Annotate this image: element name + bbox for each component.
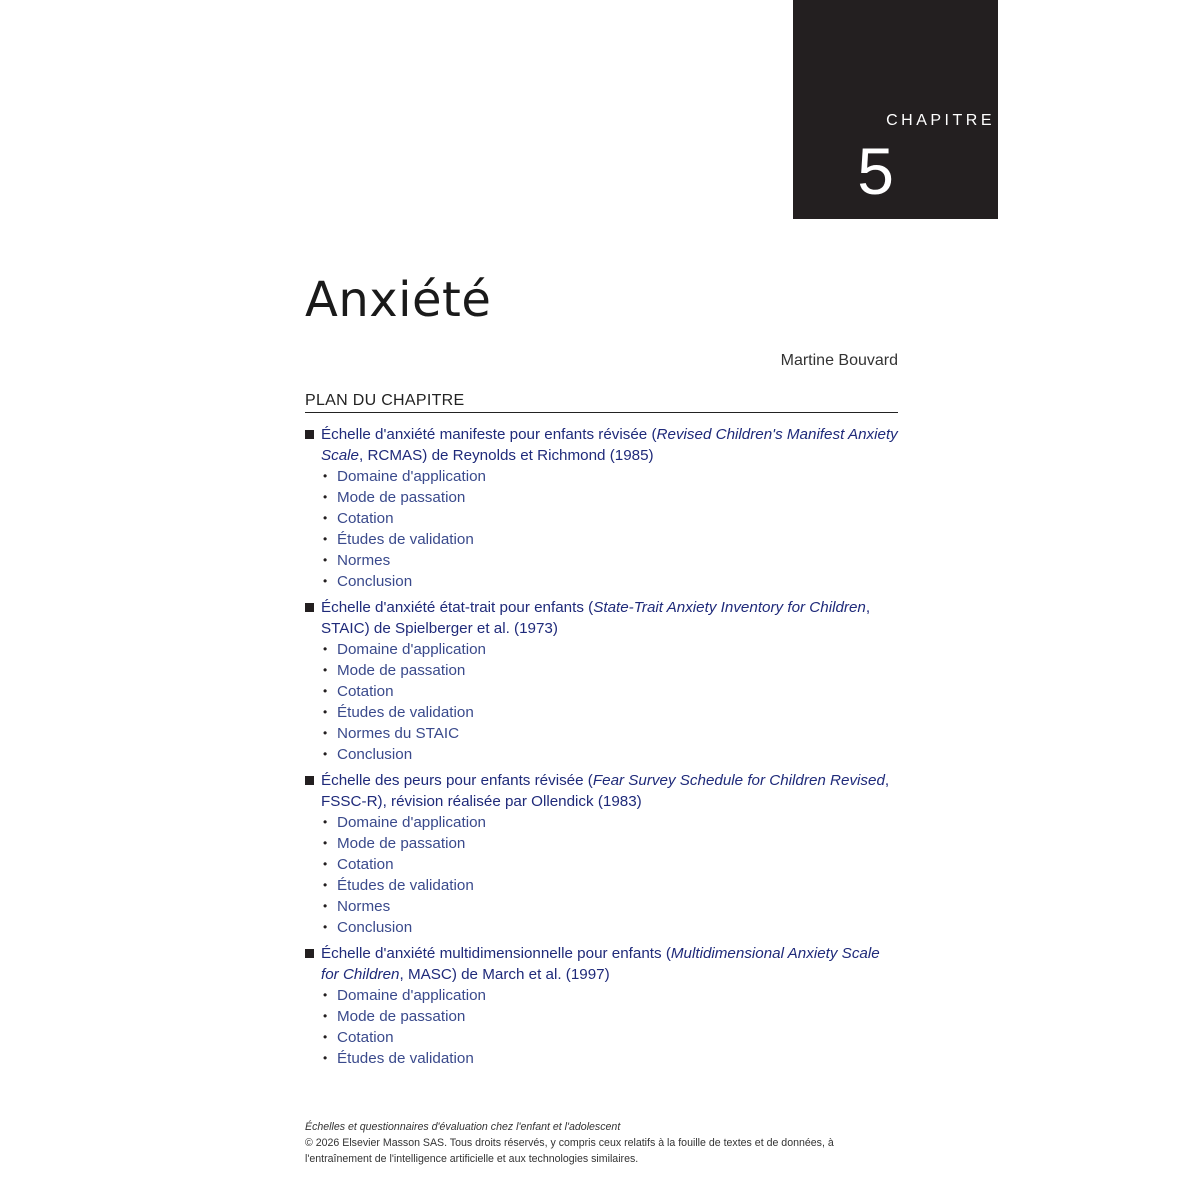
subsection-label: Normes [337, 552, 391, 569]
section-title-end: , MASC) de March et al. (1997) [399, 966, 610, 983]
toc-subsection-link[interactable] [321, 744, 898, 765]
subsection-label: Études de validation [337, 877, 474, 894]
section-title-italic: State-Trait Anxiety Inventory for Children [593, 599, 866, 616]
toc-section [305, 770, 898, 938]
toc-subsection-link[interactable] [321, 571, 898, 592]
subsection-label: Domaine d'application [337, 987, 486, 1004]
toc-section-link[interactable] [305, 424, 898, 466]
toc-subsection-link[interactable] [321, 917, 898, 938]
toc-section [305, 424, 898, 592]
dot-bullet-icon: • [323, 878, 328, 892]
dot-bullet-icon: • [323, 684, 328, 698]
section-title-start: Échelle d'anxiété état-trait pour enfants ( [321, 599, 594, 616]
section-title-start: Échelle des peurs pour enfants révisée ( [321, 772, 593, 789]
subsection-label: Mode de passation [337, 662, 466, 679]
dot-bullet-icon: • [323, 747, 328, 761]
section-title-italic: Multidimensional Anxiety Scale for Children [321, 945, 880, 983]
toc-subsection-link[interactable] [321, 875, 898, 896]
subsection-label: Cotation [337, 510, 394, 527]
section-title-start: Échelle d'anxiété manifeste pour enfants révisée ( [321, 426, 657, 443]
subsection-label: Conclusion [337, 919, 413, 936]
subsection-label: Domaine d'application [337, 814, 486, 831]
section-title-start: Échelle d'anxiété multidimensionnelle pour enfants ( [321, 945, 671, 962]
subsection-label: Normes [337, 898, 391, 915]
dot-bullet-icon: • [323, 469, 328, 483]
section-title-end: , FSSC-R), révision réalisée par Ollendick (1983) [321, 772, 890, 810]
dot-bullet-icon: • [323, 726, 328, 740]
subsection-label: Conclusion [337, 573, 413, 590]
subsection-label: Mode de passation [337, 1008, 466, 1025]
dot-bullet-icon: • [323, 532, 328, 546]
subsection-label: Cotation [337, 856, 394, 873]
dot-bullet-icon: • [323, 920, 328, 934]
dot-bullet-icon: • [323, 663, 328, 677]
toc-subsection-list [305, 812, 898, 938]
toc-subsection-link[interactable] [321, 466, 898, 487]
toc-subsection-link[interactable] [321, 985, 898, 1006]
toc-subsection-link[interactable] [321, 702, 898, 723]
copyright-notice: © 2026 Elsevier Masson SAS. Tous droits réservés, y compris ceux relatifs à la fouille de textes et de données, à l'entraînement de l'intelligence artificielle et aux technologies similaires. [305, 1137, 834, 1165]
toc-subsection-link[interactable] [321, 639, 898, 660]
subsection-label: Mode de passation [337, 489, 466, 506]
toc-subsection-link[interactable] [321, 723, 898, 744]
toc-subsection-link[interactable] [321, 550, 898, 571]
chapter-number: 5 [857, 134, 894, 208]
section-title-end: , RCMAS) de Reynolds et Richmond (1985) [359, 447, 654, 464]
square-bullet-icon [305, 776, 314, 785]
toc-subsection-list [305, 985, 898, 1069]
toc-section-link[interactable] [305, 943, 898, 985]
toc-subsection-link[interactable] [321, 681, 898, 702]
toc-subsection-link[interactable] [321, 1048, 898, 1069]
subsection-label: Conclusion [337, 746, 413, 763]
section-title-end: , STAIC) de Spielberger et al. (1973) [321, 599, 871, 637]
toc-subsection-list [305, 466, 898, 592]
subsection-label: Études de validation [337, 531, 474, 548]
toc-subsection-link[interactable] [321, 896, 898, 917]
subsection-label: Cotation [337, 683, 394, 700]
toc-section [305, 597, 898, 765]
table-of-contents [305, 424, 898, 1074]
dot-bullet-icon: • [323, 490, 328, 504]
dot-bullet-icon: • [323, 1030, 328, 1044]
subsection-label: Normes du STAIC [337, 725, 460, 742]
dot-bullet-icon: • [323, 642, 328, 656]
dot-bullet-icon: • [323, 705, 328, 719]
chapter-label: CHAPITRE [886, 112, 995, 129]
subsection-label: Cotation [337, 1029, 394, 1046]
square-bullet-icon [305, 603, 314, 612]
toc-subsection-link[interactable] [321, 833, 898, 854]
page-title: Anxiété [305, 272, 492, 328]
page-footer [305, 1119, 865, 1167]
section-title-italic: Fear Survey Schedule for Children Revised [592, 772, 885, 789]
subsection-label: Études de validation [337, 704, 474, 721]
book-title: Échelles et questionnaires d'évaluation chez l'enfant et l'adolescent [305, 1121, 621, 1133]
dot-bullet-icon: • [323, 815, 328, 829]
toc-subsection-link[interactable] [321, 508, 898, 529]
author: Martine Bouvard [780, 352, 898, 369]
subsection-label: Domaine d'application [337, 468, 486, 485]
square-bullet-icon [305, 949, 314, 958]
subsection-label: Domaine d'application [337, 641, 486, 658]
toc-subsection-link[interactable] [321, 529, 898, 550]
subsection-label: Mode de passation [337, 835, 466, 852]
toc-subsection-link[interactable] [321, 1006, 898, 1027]
toc-subsection-link[interactable] [321, 660, 898, 681]
dot-bullet-icon: • [323, 899, 328, 913]
toc-section [305, 943, 898, 1069]
toc-subsection-link[interactable] [321, 854, 898, 875]
square-bullet-icon [305, 430, 314, 439]
dot-bullet-icon: • [323, 857, 328, 871]
plan-heading: PLAN DU CHAPITRE [305, 392, 898, 413]
subsection-label: Études de validation [337, 1050, 474, 1067]
dot-bullet-icon: • [323, 511, 328, 525]
toc-section-link[interactable] [305, 770, 898, 812]
toc-subsection-link[interactable] [321, 812, 898, 833]
dot-bullet-icon: • [323, 1051, 328, 1065]
dot-bullet-icon: • [323, 988, 328, 1002]
dot-bullet-icon: • [323, 836, 328, 850]
toc-subsection-link[interactable] [321, 487, 898, 508]
dot-bullet-icon: • [323, 1009, 328, 1023]
toc-subsection-link[interactable] [321, 1027, 898, 1048]
toc-subsection-list [305, 639, 898, 765]
dot-bullet-icon: • [323, 574, 328, 588]
dot-bullet-icon: • [323, 553, 328, 567]
section-title-italic: Revised Children's Manifest Anxiety Scale [321, 426, 898, 464]
toc-section-link[interactable] [305, 597, 898, 639]
chapter-box [793, 0, 998, 219]
